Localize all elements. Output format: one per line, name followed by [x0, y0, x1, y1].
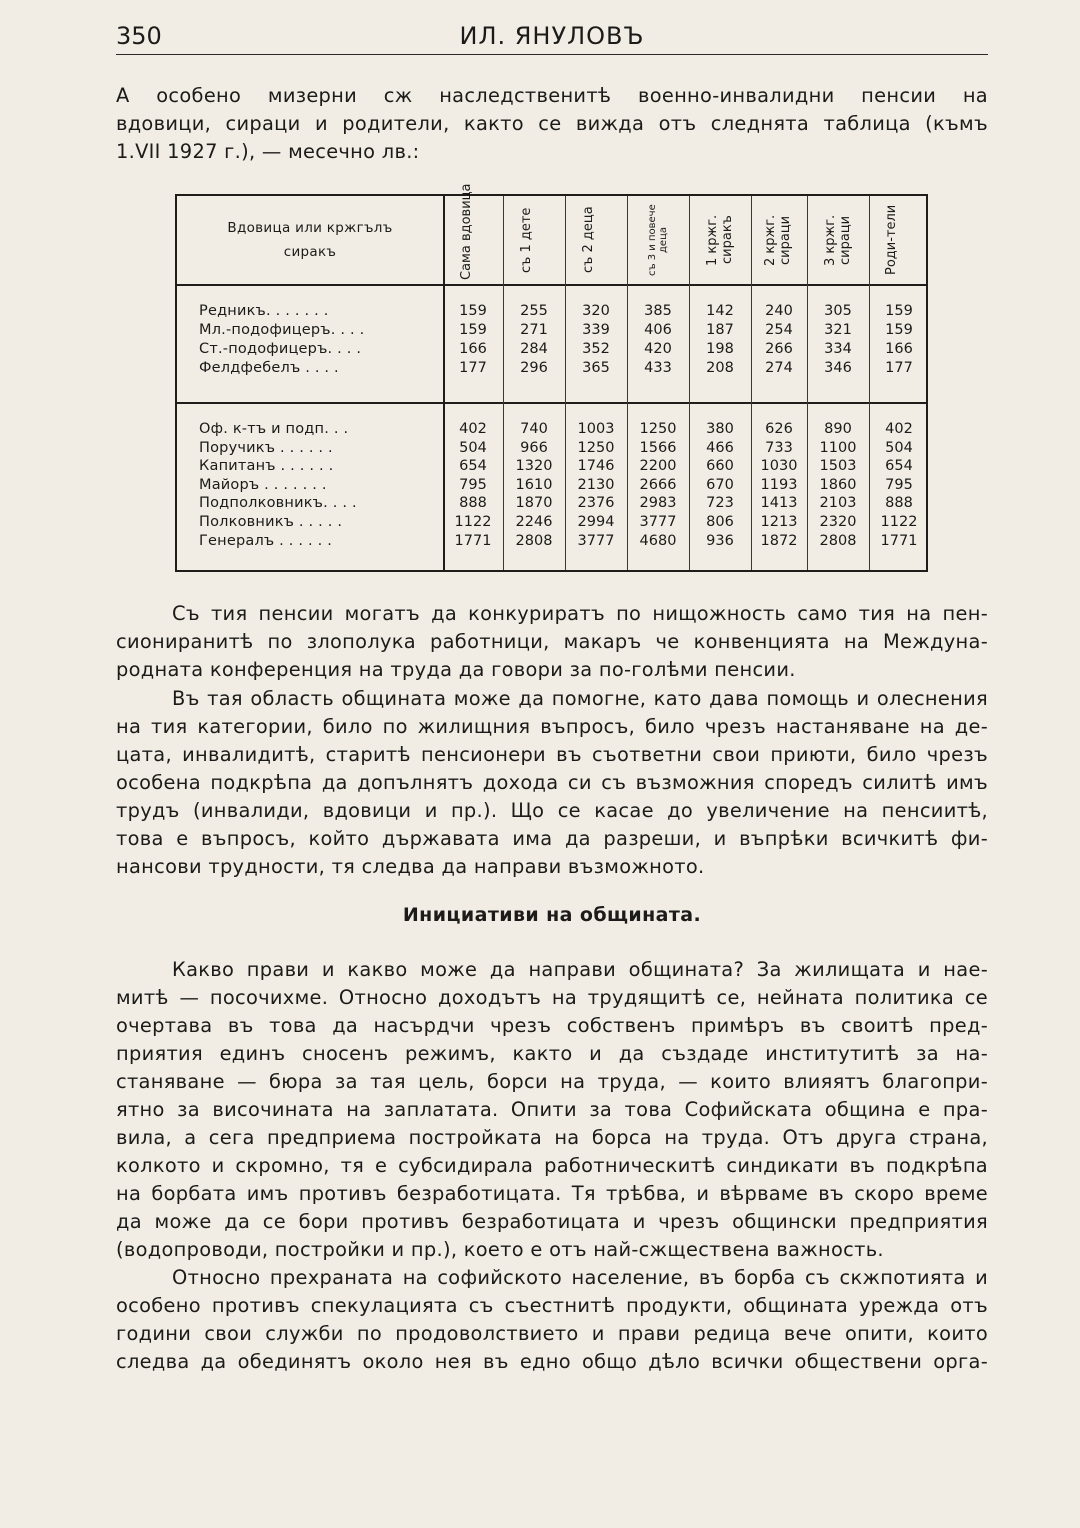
text-line: очертава въ това да насърдчи чрезъ собственъ примѣръ въ своитѣ пред-	[116, 1014, 988, 1037]
table-cell: 1503	[819, 458, 857, 475]
col-header-parents: Роди-тели	[884, 204, 899, 276]
table-cell: 284	[520, 341, 548, 357]
table-cell: 2246	[515, 514, 553, 530]
table-cell: 1746	[577, 458, 615, 475]
table-cell: 166	[459, 341, 487, 357]
text-line: да може да се бори противъ безработицата и чрезъ общински предприятия	[116, 1210, 988, 1233]
table-cell: 334	[824, 341, 852, 357]
text-line: години свои служби по продоволствието и прави редица вече опити, които	[116, 1322, 988, 1345]
column-rule	[627, 196, 628, 570]
table-cell: 1122	[454, 514, 492, 530]
table-cell: 177	[459, 360, 487, 376]
table-cell: 1100	[819, 439, 857, 456]
col-header-2-children: съ 2 деца	[581, 206, 596, 274]
text-line: цата, инвалидитѣ, старитѣ пенсионери въ съответни свои приюти, било чрезъ	[116, 743, 988, 766]
table-cell: 208	[706, 360, 734, 376]
table-cell: 890	[824, 421, 852, 437]
table-cell: 159	[885, 303, 913, 319]
table-cell: 166	[885, 341, 913, 357]
table-cell: 305	[824, 303, 852, 319]
table-cell: 296	[520, 360, 548, 376]
text-line: особено противъ спекулацията съ съестнитѣ продукти, общината урежда отъ	[116, 1294, 988, 1317]
row-label: Майоръ . . . . . . .	[199, 476, 327, 493]
text-line: 1.VII 1927 г.), — месечно лв.:	[116, 140, 420, 163]
text-line: Въ тая область общината може да помогне, като дава помощь и олеснения	[172, 687, 988, 710]
row-label: Подполковникъ. . . .	[199, 495, 357, 512]
table-cell: 2376	[577, 495, 615, 512]
paragraph	[116, 600, 988, 684]
text-line: (водопроводи, постройки и пр.), което е отъ най-сжществена важность.	[116, 1238, 884, 1261]
table-cell: 255	[520, 303, 548, 319]
table-cell: 159	[459, 322, 487, 338]
table-cell: 2130	[577, 476, 615, 493]
text-line: ятно за височината на заплатата. Опити за това Софийската община е пра-	[116, 1098, 988, 1121]
text-line: Какво прави и какво може да направи общината? За жилищата и нае-	[172, 958, 988, 981]
table-cell: 1250	[639, 421, 677, 437]
table-cell: 177	[885, 360, 913, 376]
table-cell: 3777	[639, 514, 677, 530]
table-cell: 406	[644, 322, 672, 338]
col-header-3-orphans: 3 кржг. сираци	[823, 214, 853, 266]
table-cell: 271	[520, 322, 548, 338]
table-cell: 254	[765, 322, 793, 338]
table-cell: 795	[885, 476, 913, 493]
row-header-title: Вдовица или кржгълъ сиракъ	[227, 220, 393, 260]
table-cell: 159	[459, 303, 487, 319]
table-cell: 380	[706, 421, 734, 437]
col-header-3-children: съ 3 и повече деца	[647, 204, 669, 276]
table-cell: 660	[706, 458, 734, 475]
row-label: Фелдфебелъ . . . .	[199, 360, 339, 376]
table-cell: 159	[885, 322, 913, 338]
column-rule	[869, 196, 870, 570]
table-cell: 402	[459, 421, 487, 437]
text-line: вила, а сега предприема постройката на борса на труда. Отъ друга страна,	[116, 1126, 988, 1149]
column-rule	[689, 196, 690, 570]
text-line: митѣ — посочихме. Относно доходътъ на трудящитѣ се, нейната политика се	[116, 986, 988, 1009]
text-line: А особено мизерни сж наследственитѣ военно-инвалидни пенсии на	[116, 84, 988, 107]
text-line: Относно прехраната на софийското население, въ борба съ скжпотията и	[172, 1266, 988, 1289]
table-cell: 936	[706, 532, 734, 549]
table-cell: 433	[644, 360, 672, 376]
table-cell: 733	[765, 439, 793, 456]
row-label: Полковникъ . . . . .	[199, 514, 343, 530]
table-cell: 187	[706, 322, 734, 338]
table-cell: 888	[885, 495, 913, 512]
table-cell: 240	[765, 303, 793, 319]
table-cell: 365	[582, 360, 610, 376]
text-line: приятия единъ сносенъ режимъ, както и да създаде институтитѣ за на-	[116, 1042, 988, 1065]
table-cell: 723	[706, 495, 734, 512]
section-heading: Инициативи на общината.	[402, 904, 702, 926]
col-header-widow: Сама вдовица	[459, 183, 474, 280]
table-cell: 1213	[760, 514, 798, 530]
table-cell: 966	[520, 439, 548, 456]
table-cell: 1872	[760, 532, 798, 549]
table-cell: 1860	[819, 476, 857, 493]
row-label: Мл.-подофицеръ. . . .	[199, 322, 365, 338]
table-cell: 1193	[760, 476, 798, 493]
table-cell: 420	[644, 341, 672, 357]
text-line: вдовици, сираци и родители, както се вижда отъ следнята таблица (къмъ	[116, 112, 988, 135]
text-line: сиониранитѣ по злополука работници, макаръ че конвенцията на Междуна-	[116, 630, 988, 653]
table-cell: 1250	[577, 439, 615, 456]
table-cell: 2808	[819, 532, 857, 549]
table-cell: 198	[706, 341, 734, 357]
row-label: Генералъ . . . . . .	[199, 532, 333, 549]
table-cell: 352	[582, 341, 610, 357]
column-rule	[565, 196, 566, 570]
table-cell: 1870	[515, 495, 553, 512]
table-cell: 1003	[577, 421, 615, 437]
row-label: Капитанъ . . . . . .	[199, 458, 334, 475]
text-line: станяване — бюра за тая цель, борси на труда, — които влияятъ благопри-	[116, 1070, 988, 1093]
table-cell: 2666	[639, 476, 677, 493]
table-cell: 1413	[760, 495, 798, 512]
table-cell: 385	[644, 303, 672, 319]
table-cell: 2320	[819, 514, 857, 530]
table-cell: 466	[706, 439, 734, 456]
table-cell: 274	[765, 360, 793, 376]
table-cell: 321	[824, 322, 852, 338]
table-cell: 2808	[515, 532, 553, 549]
text-line: това е въпросъ, който държавата има да разреши, и въпрѣки всичкитѣ фи-	[116, 827, 988, 850]
running-header	[116, 22, 988, 54]
table-cell: 1610	[515, 476, 553, 493]
table-cell: 1771	[880, 532, 918, 549]
table-cell: 3777	[577, 532, 615, 549]
table-cell: 654	[459, 458, 487, 475]
table-cell: 320	[582, 303, 610, 319]
intro-paragraph	[116, 82, 988, 166]
page-number: 350	[116, 22, 162, 50]
text-line: родната конференция на труда да говори за по-голѣми пенсии.	[116, 658, 796, 681]
table-cell: 626	[765, 421, 793, 437]
text-line: трудъ (инвалиди, вдовици и пр.). Що се касае до увеличение на пенсиитѣ,	[116, 799, 988, 822]
text-line: на борбата имъ противъ безработицата. Тя трѣбва, и вѣрваме въ скоро време	[116, 1182, 988, 1205]
row-label: Ст.-подофицеръ. . . .	[199, 341, 362, 357]
row-label: Оф. к-тъ и подп. . .	[199, 421, 349, 437]
table-group-rule	[177, 402, 926, 404]
table-cell: 2994	[577, 514, 615, 530]
table-cell: 142	[706, 303, 734, 319]
table-cell: 504	[885, 439, 913, 456]
column-rule	[807, 196, 808, 570]
table-cell: 2983	[639, 495, 677, 512]
table-cell: 346	[824, 360, 852, 376]
table-cell: 2103	[819, 495, 857, 512]
table-cell: 1030	[760, 458, 798, 475]
text-line: на тия категории, било по жилищния въпросъ, било чрезъ настаняване на де-	[116, 715, 988, 738]
pension-table	[175, 183, 928, 572]
text-line: нансови трудности, тя следва да направи възможното.	[116, 855, 705, 878]
row-label: Поручикъ . . . . . .	[199, 439, 333, 456]
running-title: ИЛ. ЯНУЛОВЪ	[459, 22, 645, 50]
table-cell: 1122	[880, 514, 918, 530]
table-cell: 795	[459, 476, 487, 493]
paragraph	[116, 956, 988, 1264]
table-cell: 1320	[515, 458, 553, 475]
table-cell: 670	[706, 476, 734, 493]
table-cell: 740	[520, 421, 548, 437]
table-cell: 4680	[639, 532, 677, 549]
table-header-rule	[177, 284, 926, 286]
col-header-1-child: съ 1 дете	[519, 207, 534, 273]
text-line: следва да обединятъ около нея въ едно общо дѣло всички обществени орга-	[116, 1350, 988, 1373]
table-cell: 888	[459, 495, 487, 512]
column-rule	[503, 196, 504, 570]
table-cell: 339	[582, 322, 610, 338]
table-cell: 806	[706, 514, 734, 530]
col-header-2-orphans: 2 кржг. сираци	[763, 214, 793, 266]
text-line: колкото и скромно, тя е субсидирала работническитѣ синдикати въ подкрѣпа	[116, 1154, 988, 1177]
table-cell: 266	[765, 341, 793, 357]
table-cell: 654	[885, 458, 913, 475]
table-cell: 504	[459, 439, 487, 456]
col-header-1-orphan: 1 кржг. сиракъ	[705, 214, 735, 266]
table-cell: 1771	[454, 532, 492, 549]
row-label: Редникъ. . . . . . .	[199, 303, 329, 319]
table-cell: 2200	[639, 458, 677, 475]
paragraph	[116, 1264, 988, 1376]
text-line: Съ тия пенсии могатъ да конкуриратъ по нищожность само тия на пен-	[172, 602, 988, 625]
header-rule	[116, 54, 988, 55]
text-line: особена подкрѣпа да допълнятъ дохода си съ възможния споредъ силитѣ имъ	[116, 771, 988, 794]
table-cell: 402	[885, 421, 913, 437]
paragraph	[116, 685, 988, 881]
table-cell: 1566	[639, 439, 677, 456]
